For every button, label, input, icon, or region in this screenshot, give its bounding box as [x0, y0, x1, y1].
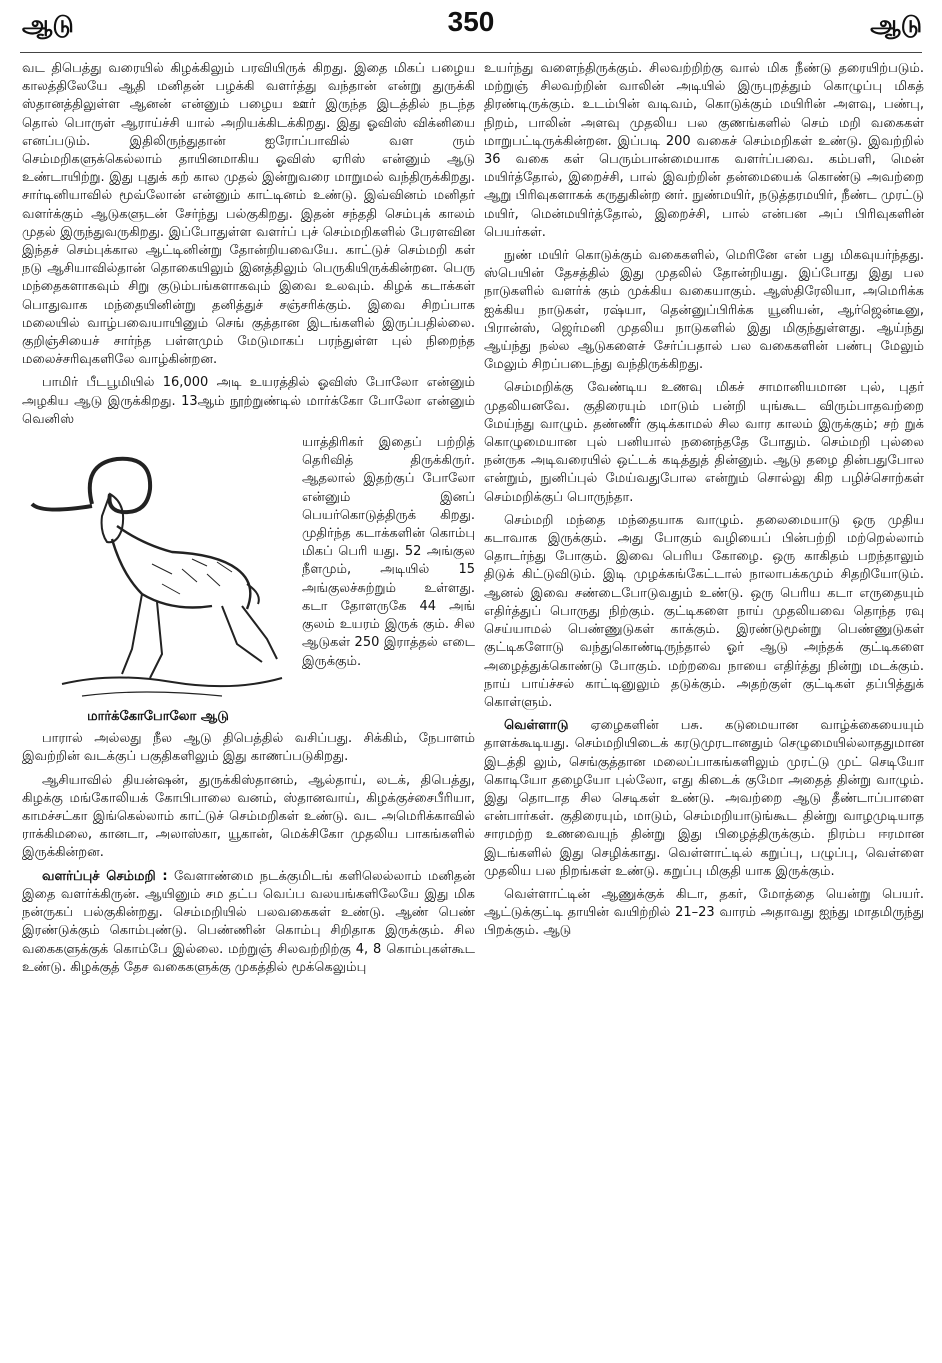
paragraph: செம்மறி மந்தை மந்தையாக வாழும். தலைமையாடு ஒரு முதிய கடாவாக இருக்கும். அது போகும் வழியைப் பின்பற்றி மற்றெல்லாம் தொடர்ந்து போகும். இவை பெரிய கோழை. ஒரு காகிதம் பறந்தாலும் திடுக் கிட்டுவிடும். இடி முழக்கங்கேட்டால் நாலாபக்கமும் சிதறியோடும். ஆனல் இவை சண்டைபோடுவதும் உண்டு. ஒரு பெரிய கடா எருதையும் எதிர்த்துப் பொருது நிற்கும். குட்டிகளை நாய் முதலியவை தொந்த ரவு செய்யாமல் பெண்ணுடுகள் காக்கும். இரண்டுமூன்று பெண்ணுடுகள் குட்டிகளோடு வந்துகொண்டிருந்தால் ஓர் ஆடு அந்தக் குட்டிகளை அழைத்துக்கொண்டு போகும். மற்றவை நாயை எதிர்த்து நின்று மடக்கும். நாய் பாய்ச்சல் காட்டினுலும் தடுக்கும். அதற்குள் குட்டிகள் தப்பித்துக் கொள்ளும்.: [484, 512, 924, 710]
paragraph: பாரால் அல்லது நீல ஆடு திபெத்தில் வசிப்பது. சிக்கிம், நேபாளம் இவற்றின் வடக்குப் பகுதிகளிலும் இது காணப்படுகிறது.: [22, 731, 475, 765]
ram-illustration: [22, 434, 294, 704]
running-head-left: ஆடு: [22, 10, 74, 38]
paragraph-body: ஏழைகளின் பசு. கடுமையான வாழ்க்கையையும் தாளக்கூடியது. செம்மறியிடைக் கரடுமுரடானதும் செழுமையில்லாததுமான இடத்தி லும், செங்குத்தான மலைப்பாகங்களிலும் முரட்டு முட் செடியோ கொடியோ தழையோ புல்லோ, எது கிடைக் குமோ அதைத் தின்று வாழும். இது தொடாத சில செடிகள் உண்டு. அவற்றை ஆடு தீண்டாப்பாளை என்பார்கள். குதிரையும், மாடும், செம்மறியாடுங்கூட தின்று வாழமுடியாத சாரமற்ற உணவையுந் தின்று இது பிழைத்திருக்கும். நிரம்ப ஈரமான இடங்களில் இது செழிக்காது. வெள்ளாட்டில் கறுப்பு, பழுப்பு, வெள்ளை முதலிய பல நிறங்கள் உண்டு. கறுப்பு மிகுதி யாக இருக்கும்.: [484, 718, 924, 879]
figure-caption: மார்க்கோபோலோ ஆடு: [87, 709, 229, 725]
paragraph-body: வேளாண்மை நடக்குமிடங் களிலெல்லாம் மனிதன் இதை வளர்க்கிருன். ஆயினும் சம தட்ப வெப்ப வலயங்களிலேயே இது மிக நன்ருகப் பல்குகின்றது. செம்மறியில் பலவகைகள் உண்டு. ஆண் பெண் இரண்டுக்கும் கொம்புண்டு. பெண்ணின் கொம்பு சிறிதாக இருக்கும். சில வகைகளுக்குக் கொம்பே இல்லை. மற்றுஞ் சிலவற்றிற்கு 4, 8 கொம்புகள்கூட உண்டு. கிழக்குத் தேச வகைகளுக்கு முகத்தில் மூக்கெலும்பு: [22, 868, 475, 975]
paragraph: யாத்திரிகர் இதைப் பற்றித் தெரிவித் திருக்கிருர். ஆதலால் இதற்குப் போலோ என்னும் இனப் பெயர்கொடுத்திருக் கிறது. முதிர்ந்த கடாக்களின் கொம்பு மிகப் பெரி யது. 52 அங்குல நீளமும், அடியில் 15 அங்குலச்சுற்றும் உள்ளது. கடா தோளருகே 44 அங் குலம் உயரம் இருக் கும். சில ஆடுகள் 250 இராத்தல் எடை இருக்கும்.: [302, 435, 475, 669]
page-header: [0, 6, 942, 46]
paragraph: நுண் மயிர் கொடுக்கும் வகைகளில், மெரினே என் பது மிகவுயர்ந்தது. ஸ்பெயின் தேசத்தில் இது முதலில் தோன்றியது. இப்போது இது பல நாடுகளில் வளர்க் கும் முக்கிய வகையாகும். ஆஸ்திரேலியா, அமெரிக்க ஐக்கிய நாடுகள், ரஷ்யா, தென்னுப்பிரிக்க யூனியன், ஆர்ஜென்டீனு, பிரான்ஸ், ஜெர்மனி முதலிய நாடுகளில் இது மிகுந்துள்ளது. ஆய்ந்து ஆய்ந்து நல்ல ஆடுகளைச் சேர்ப்பதால் பல வகைகளின் பண்பு மேலும் மேலும் சிறப்படைந்து வந்திருக்கிறது.: [484, 248, 924, 373]
marco-polo-sheep-figure: [22, 434, 294, 726]
section-heading: வெள்ளாடு: [504, 718, 569, 734]
paragraph: ஆசியாவில் தியன்ஷன், துருக்கிஸ்தானம், ஆல்தாய், லடக், திபெத்து, கிழக்கு மங்கோலியக் கோபிபாலை வனம், ஸ்தானவாய், கிழக்குச்சைபீரியா, காமச்சட்கா இங்கெல்லாம் காட்டுச் செம்மறிகள் உண்டு. வட அமெரிக்காவில் ராக்கிமலை, கானடா, அலாஸ்கா, யூகான், மெக்சிகோ முதலிய பாகங்களில் இருக்கின்றன.: [22, 772, 475, 861]
paragraph: வெள்ளாட்டின் ஆணுக்குக் கிடா, தகர், மோத்தை யென்று பெயர். ஆட்டுக்குட்டி தாயின் வயிற்றில் 21–23 வாரம் அதாவது ஐந்து மாதமிருந்து பிறக்கும். ஆடு: [484, 886, 924, 939]
running-head-right: ஆடு: [870, 10, 922, 38]
paragraph: செம்மறிக்கு வேண்டிய உணவு மிகச் சாமானியமான புல், புதர் முதலியனவே. குதிரையும் மாடும் பன்றி யுங்கூட விரும்பாதவற்றை மேய்ந்து வாழும். தண்ணீர் குடிக்காமல் சில வார காலம் இருக்கும்; சற் றுக் கொழுமையான புல் பனியால் நனைந்ததே போதும். செம்மறி புல்லை நன்ருக அடிவரையில் ஒட்டக் கடித்துத் தின்னும். ஆடு தழை தின்பதுபோல என்றும், நுனிப்புல் மேய்வதுபோல என்றும் சொல்லு கிற பழிச்சொற்கள் செம்மறிக்குப் பொருந்தா.: [484, 380, 924, 505]
right-column: [484, 60, 924, 946]
paragraph: [22, 868, 475, 977]
paragraph: [484, 717, 924, 881]
header-divider: [20, 52, 922, 53]
paragraph: பாமிர் பீடபூமியில் 16,000 அடி உயரத்தில் ஓவிஸ் போலோ என்னும் அழகிய ஆடு இருக்கிறது. 13ஆம் நூற்றுண்டில் மார்க்கோ போலோ என்னும் வெனிஸ்: [22, 375, 475, 427]
paragraph: உயர்ந்து வளைந்திருக்கும். சிலவற்றிற்கு வால் மிக நீண்டு தரையிற்படும். மற்றுஞ் சிலவற்றின் வாலின் அடியில் இருபுறத்தும் கொழுப்பு மிகத் திரண்டிருக்கும். உடம்பின் வடிவம், கொடுக்கும் மயிரின் அளவு, பண்பு, நிறம், பாலின் அளவு முதலிய பல குணங்களில் செம் மறி வகைகள் மாறுபட்டிருக்கின்றன. இப்படி 200 வகைச் செம்மறிகள் உண்டு. இவற்றில் 36 வகை கள் பெரும்பான்மையாக வளர்ப்பவை. கம்பளி, மென் மயிர்த்தோல், இறைச்சி, பால் இவற்றின் தன்மையைக் கொண்டு அவற்றை ஆறு பிரிவுகளாகக் கருதுகின்ற னர். நுண்மயிர், நடுத்தரமயிர், நீண்ட முரட்டு மயிர், மென்மயிர்த்தோல், இறைச்சி, பால் என்பன அப் பிரிவுகளின் பெயர்கள்.: [484, 61, 924, 240]
paragraph: வட திபெத்து வரையில் கிழக்கிலும் பரவியிருக் கிறது. இதை மிகப் பழைய காலத்திலேயே ஆதி மனிதன் பழக்கி வளர்த்து வந்தான் என்று துருக்கி ஸ்தானத்திலுள்ள ஆனன் என்னும் பழைய ஊர் இருந்த இடத்தில் நடந்த தொல் பொருள் ஆராய்ச்சி யால் அறியக்கிடக்கிறது. இது ஓவிஸ் விக்னியை எனப்படும். இதிலிருந்துதான் ஐரோப்பாவில் வள ரும் செம்மறிகளுக்கெல்லாம் தாயினமாகிய ஓவிஸ் ஏரிஸ் என்னும் ஆடு உண்டாயிற்று. இது புதுக் கற் கால முதல் இன்றுவரை மாறுமல் வந்திருக்கிறது. சார்டினியாவில் மூவ்லோன் என்னும் காட்டினம் உண்டு. இவ்வினம் மனிதர் வளர்க்கும் ஆடுகளுடன் சேர்ந்து பல்குகிறது. இதன் சந்ததி செம்புக் காலம் முதல் இருந்துவருகிறது. இப்போதுள்ள வளர்ப் புச் செம்மறிகளில் பேரளவின இந்தச் செம்புக்கால ஆட்டினின்று தோன்றியவையே. காட்டுச் செம்மறி கள் நடு ஆசியாவில்தான் தொகையிலும் இனத்திலும் பெருகியிருக்கின்றன. பெரு மந்தைகளாகவும் சிறு குடும்பங்களாகவும் இவை உலவும். கிழக் கடாக்கள் பொதுவாக மந்தையினின்று தனித்துச் சஞ்சரிக்கும். இவை சிறப்பாக மலையில் வாழ்பவையாயினும் செங் குத்தான இடங்களில் இருப்பதில்லை. குறிஞ்சியைச் சார்ந்த பள்ளமும் மேடுமாகப் பரந்துள்ள புல் நிறைந்த மலைச்சரிவுகளிலே வாழ்கின்றன.: [22, 61, 475, 368]
section-heading: வளர்ப்புச் செம்மறி :: [42, 868, 168, 884]
page-number: 350: [447, 6, 495, 37]
left-column: [22, 60, 475, 982]
